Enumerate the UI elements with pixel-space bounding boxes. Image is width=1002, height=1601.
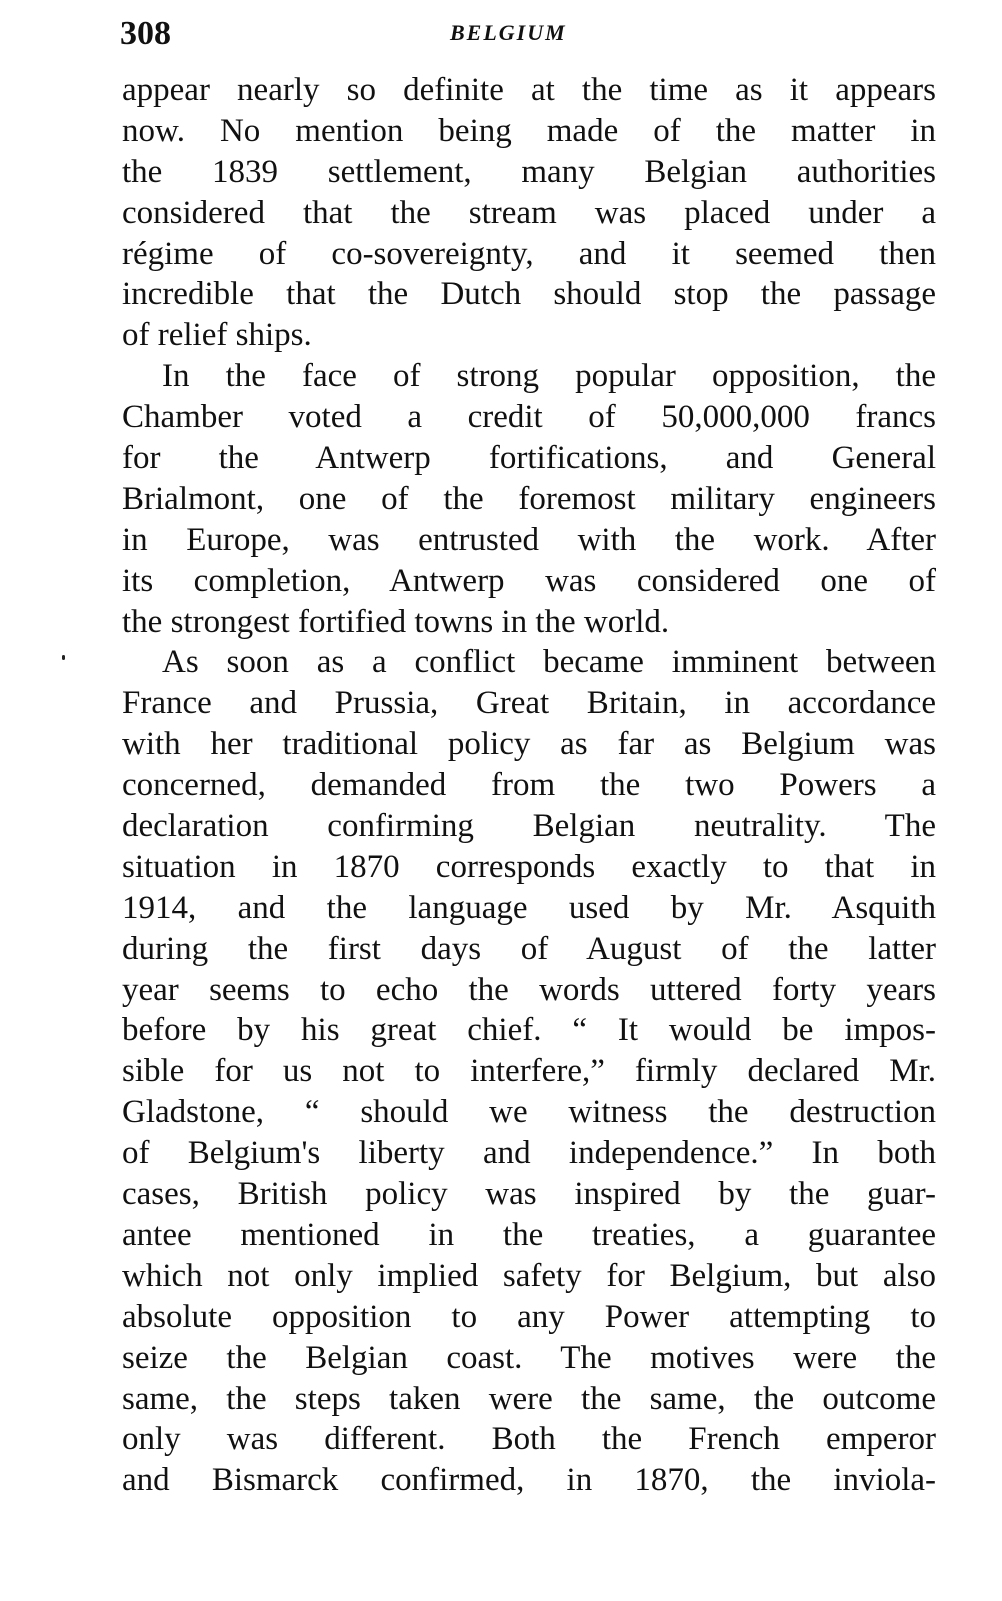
text-line: appear nearly so definite at the time as it appears: [122, 72, 936, 108]
text-line: in Europe, was entrusted with the work. After: [122, 521, 936, 558]
text-line: which not only implied safety for Belgium, but also: [122, 1257, 936, 1294]
text-line: only was different. Both the French emperor: [122, 1421, 936, 1458]
text-line: the 1839 settlement, many Belgian authorities: [122, 153, 936, 190]
text-line: considered that the stream was placed under a: [122, 194, 936, 231]
text-line: of relief ships.: [122, 317, 312, 354]
text-line: declaration confirming Belgian neutrality. The: [122, 808, 936, 845]
text-line: before by his great chief. “ It would be impos-: [122, 1012, 936, 1049]
text-line: seize the Belgian coast. The motives were the: [122, 1339, 936, 1376]
text-line: now. No mention being made of the matter in: [122, 112, 936, 149]
page-number: 308: [120, 15, 171, 52]
text-line: with her traditional policy as far as Belgium was: [122, 726, 936, 763]
text-line: In the face of strong popular opposition, the: [162, 358, 936, 395]
ink-speck: [62, 655, 65, 660]
text-line: antee mentioned in the treaties, a guarantee: [122, 1216, 936, 1253]
text-line: As soon as a conflict became imminent between: [162, 644, 936, 681]
text-line: of Belgium's liberty and independence.” In both: [122, 1135, 936, 1172]
text-line: and Bismarck confirmed, in 1870, the inviola-: [122, 1462, 936, 1499]
text-line: concerned, demanded from the two Powers a: [122, 767, 936, 804]
body-text: [122, 70, 936, 1501]
text-line: régime of co-sovereignty, and it seemed then: [122, 235, 936, 272]
text-line: Brialmont, one of the foremost military engineers: [122, 480, 936, 517]
running-title: BELGIUM: [450, 20, 567, 45]
text-line: Chamber voted a credit of 50,000,000 francs: [122, 399, 936, 436]
text-line: during the first days of August of the latter: [122, 930, 936, 967]
text-line: Gladstone, “ should we witness the destruction: [122, 1094, 936, 1131]
text-line: same, the steps taken were the same, the outcome: [122, 1380, 936, 1417]
text-line: year seems to echo the words uttered forty years: [122, 971, 936, 1008]
text-line: the strongest fortified towns in the world.: [122, 603, 670, 640]
text-line: France and Prussia, Great Britain, in accordance: [122, 685, 936, 722]
text-line: its completion, Antwerp was considered one of: [122, 562, 936, 599]
text-line: absolute opposition to any Power attempting to: [122, 1298, 936, 1335]
text-line: for the Antwerp fortifications, and General: [122, 440, 936, 477]
text-line: sible for us not to interfere,” firmly declared Mr.: [122, 1053, 936, 1090]
text-line: cases, British policy was inspired by the guar-: [122, 1176, 936, 1213]
text-line: 1914, and the language used by Mr. Asquith: [122, 889, 936, 926]
running-head: [120, 14, 940, 54]
text-line: situation in 1870 corresponds exactly to that in: [122, 848, 936, 885]
text-line: incredible that the Dutch should stop the passage: [122, 276, 936, 313]
